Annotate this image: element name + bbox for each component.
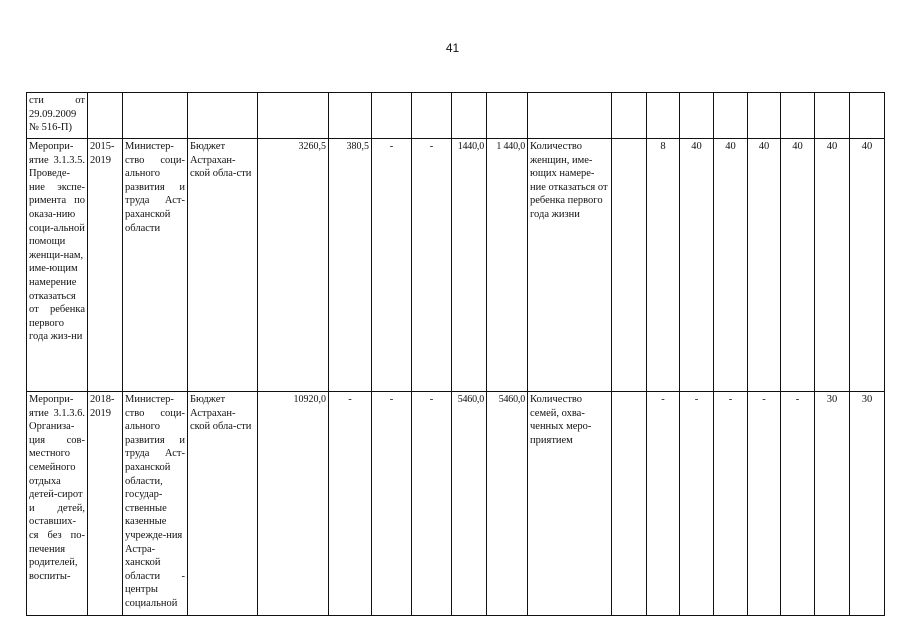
indicator-2015: 40 bbox=[714, 139, 748, 392]
indicator-2016: - bbox=[748, 392, 781, 616]
unit bbox=[612, 139, 647, 392]
amount-2019: 5460,0 bbox=[487, 392, 528, 616]
amount-2015: - bbox=[329, 392, 372, 616]
unit bbox=[612, 392, 647, 616]
indicator-name: Количество женщин, име-ющих намере-ние отказаться от ребенка первого года жизни bbox=[528, 139, 612, 392]
continuation-row bbox=[27, 93, 885, 139]
indicator-name: Количество семей, охва-ченных меро-приятием bbox=[528, 392, 612, 616]
indicator-base: 8 bbox=[647, 139, 680, 392]
indicator-2014: - bbox=[680, 392, 714, 616]
amount-2018: 1440,0 bbox=[452, 139, 487, 392]
indicator-2019: 30 bbox=[850, 392, 885, 616]
funding-source: Бюджет Астрахан-ской обла-сти bbox=[188, 139, 258, 392]
amount-2015: 380,5 bbox=[329, 139, 372, 392]
event-name: Меропри-ятие 3.1.3.6. Организа-ция сов-местного семейного отдыха детей-сирот и детей, оставших-ся без по-печения родителей, воспиты- bbox=[27, 392, 88, 616]
indicator-2019: 40 bbox=[850, 139, 885, 392]
funding-source: Бюджет Астрахан-ской обла-сти bbox=[188, 392, 258, 616]
total-amount: 10920,0 bbox=[258, 392, 329, 616]
amount-2017: - bbox=[412, 392, 452, 616]
indicator-2015: - bbox=[714, 392, 748, 616]
table-row bbox=[27, 139, 885, 392]
period: 2018-2019 bbox=[88, 392, 123, 616]
indicator-2014: 40 bbox=[680, 139, 714, 392]
period: 2015-2019 bbox=[88, 139, 123, 392]
amount-2019: 1 440,0 bbox=[487, 139, 528, 392]
executor: Министер-ство соци-ального развития и труда Аст-раханской области bbox=[123, 139, 188, 392]
continuation-cell: сти от 29.09.2009 № 516-П) bbox=[27, 93, 88, 139]
table-row bbox=[27, 392, 885, 616]
indicator-2017: 40 bbox=[781, 139, 815, 392]
program-table bbox=[26, 92, 885, 616]
total-amount: 3260,5 bbox=[258, 139, 329, 392]
amount-2016: - bbox=[372, 139, 412, 392]
indicator-2016: 40 bbox=[748, 139, 781, 392]
indicator-2018: 40 bbox=[815, 139, 850, 392]
event-name: Меропри-ятие 3.1.3.5. Проведе-ние экспе-римента по оказа-нию соци-альной помощи женщи-нам, име-ющим намерение отказаться от ребенка первого года жиз-ни bbox=[27, 139, 88, 392]
amount-2018: 5460,0 bbox=[452, 392, 487, 616]
indicator-2018: 30 bbox=[815, 392, 850, 616]
page-number: 41 bbox=[445, 41, 460, 55]
indicator-2017: - bbox=[781, 392, 815, 616]
amount-2016: - bbox=[372, 392, 412, 616]
amount-2017: - bbox=[412, 139, 452, 392]
executor: Министер-ство соци-ального развития и труда Аст-раханской области, государ-ственные казенные учрежде-ния Астра-ханской области - центры социальной bbox=[123, 392, 188, 616]
indicator-base: - bbox=[647, 392, 680, 616]
